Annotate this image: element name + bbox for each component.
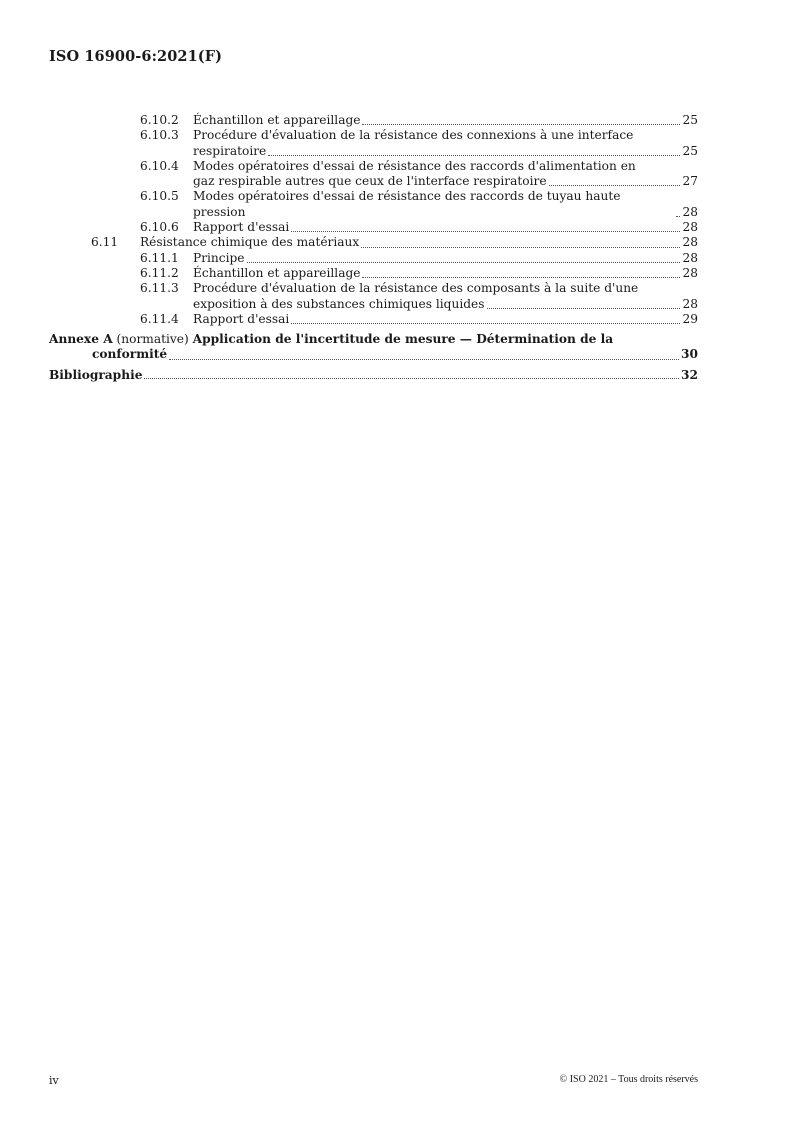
toc-entry-page: 25 [682, 143, 698, 158]
toc-entry-number: 6.10.3 [140, 128, 179, 143]
bibliography-label: Bibliographie [49, 367, 143, 382]
toc-entry-number: 6.10.5 [140, 189, 179, 204]
toc-entry-number: 6.11.3 [140, 281, 179, 296]
toc-entry-page: 25 [682, 113, 698, 127]
toc-entry-title: Échantillon et appareillage [193, 265, 361, 280]
toc-entry[interactable] [49, 220, 698, 235]
toc-entry-page: 28 [682, 265, 698, 280]
toc-entry-page: 27 [682, 174, 698, 189]
toc-entry-page: 28 [682, 235, 698, 250]
toc-entry-title: Procédure d'évaluation de la résistance des connexions à une interface [193, 128, 634, 143]
toc-entry[interactable] [49, 281, 698, 312]
toc-entry-number: 6.11.2 [140, 265, 179, 280]
toc-entry-title: Principe [193, 250, 245, 265]
toc-entry-title: Résistance chimique des matériaux [140, 235, 360, 250]
toc-entry-number: 6.11.4 [140, 311, 179, 326]
toc-entry[interactable] [49, 235, 698, 250]
toc-entry[interactable] [49, 266, 698, 281]
toc-entry-title-cont: exposition à des substances chimiques liquides [193, 296, 485, 311]
annex-title-cont: conformité [92, 347, 168, 362]
toc-entry[interactable] [49, 128, 698, 159]
copyright-notice: © ISO 2021 – Tous droits réservés [559, 1074, 698, 1085]
page-number: iv [49, 1074, 59, 1087]
toc-annex-entry[interactable] [49, 332, 698, 363]
toc-entry-title: Modes opératoires d'essai de résistance des raccords d'alimentation en [193, 158, 636, 173]
annex-page: 30 [681, 347, 698, 362]
toc-entry[interactable] [49, 189, 698, 220]
table-of-contents [49, 113, 698, 382]
toc-entry-number: 6.11.1 [140, 250, 179, 265]
toc-entry-page: 28 [682, 220, 698, 235]
toc-entry-number: 6.11 [91, 235, 119, 250]
document-header: ISO 16900-6:2021(F) [49, 48, 223, 65]
toc-entry[interactable] [49, 113, 698, 128]
toc-entry[interactable] [49, 251, 698, 266]
toc-bibliography-entry[interactable] [49, 368, 698, 382]
toc-entry[interactable] [49, 159, 698, 190]
toc-entry[interactable] [49, 312, 698, 327]
annex-title: Application de l'incertitude de mesure — Détermination de la [192, 332, 614, 347]
toc-entry-number: 6.10.6 [140, 220, 179, 235]
toc-entry-title-cont: respiratoire [193, 143, 267, 158]
toc-entry-number: 6.10.2 [140, 113, 179, 127]
annex-label: Annexe A [49, 332, 113, 347]
toc-entry-title-cont: gaz respirable autres que ceux de l'interface respiratoire [193, 174, 547, 189]
annex-type: (normative) [116, 332, 189, 347]
toc-entry-title: Rapport d'essai [193, 220, 290, 235]
toc-entry-title: Rapport d'essai [193, 311, 290, 326]
bibliography-page: 32 [681, 367, 698, 382]
toc-entry-title: Échantillon et appareillage [193, 113, 361, 127]
toc-entry-title: Procédure d'évaluation de la résistance des composants à la suite d'une [193, 281, 639, 296]
toc-entry-page: 29 [682, 311, 698, 326]
toc-entry-title: Modes opératoires d'essai de résistance des raccords de tuyau haute pression [193, 189, 621, 219]
toc-entry-number: 6.10.4 [140, 158, 179, 173]
toc-entry-page: 28 [682, 250, 698, 265]
toc-entry-page: 28 [682, 296, 698, 311]
toc-entry-page: 28 [682, 204, 698, 219]
